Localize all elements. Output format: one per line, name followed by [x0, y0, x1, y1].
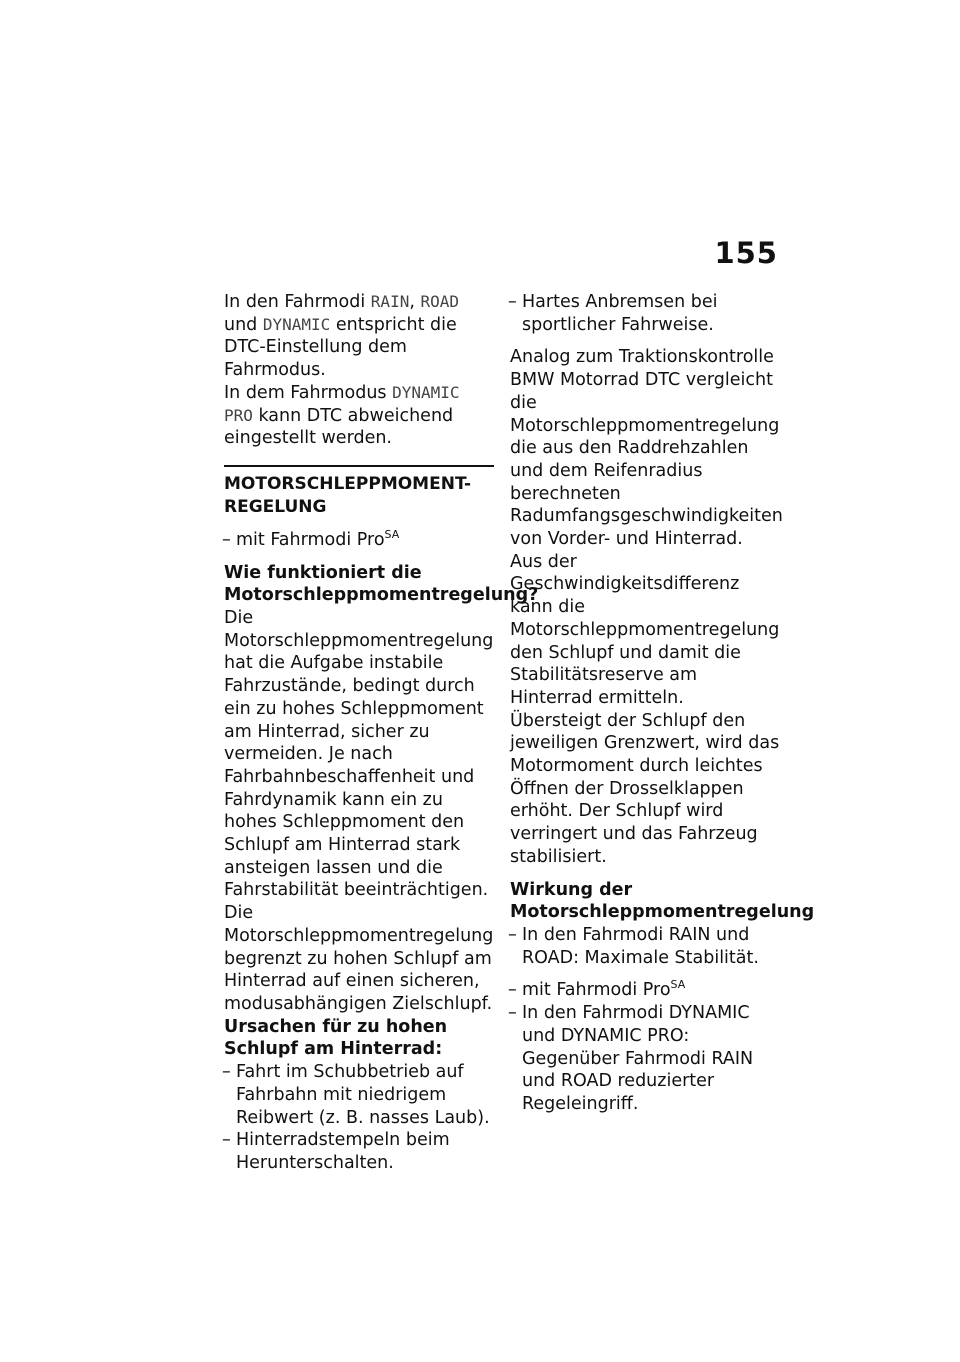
list-item-text: Fahrt im Schubbetrieb auf Fahrbahn mit niedrigem Reibwert (z. B. nasses Laub).	[236, 1062, 490, 1128]
option-text: mit Fahrmodi Pro	[236, 529, 385, 550]
right-column	[508, 291, 815, 1116]
list-marker: –	[222, 1062, 231, 1083]
list-item	[224, 1129, 494, 1174]
list-marker: –	[508, 924, 517, 945]
mode-road: ROAD	[420, 292, 459, 311]
list-item	[510, 924, 780, 969]
intro-text: entspricht die DTC-Einstellung dem Fahrmodus.	[224, 314, 457, 381]
option-item	[510, 979, 780, 1002]
list-item-text: In den Fahrmodi DYNAMIC und DYNAMIC PRO: Gegenüber Fahrmodi RAIN und ROAD reduzierter Regeleingriff.	[522, 1003, 754, 1114]
list-marker: –	[508, 980, 517, 1001]
list-item-text: Hinterradstempeln beim Herunterschalten.	[236, 1130, 450, 1173]
list-marker: –	[222, 529, 231, 550]
mode-rain: RAIN	[370, 292, 410, 311]
question-heading: Wie funktioniert die Motorschleppmomentregelung?	[224, 562, 539, 606]
option-text: mit Fahrmodi Pro	[522, 980, 671, 1001]
section-title: MOTORSCHLEPPMOMENT-REGELUNG	[224, 473, 472, 517]
list-item	[510, 291, 780, 336]
mode-dynamic-pro: DYNAMIC PRO	[224, 382, 460, 425]
list-item	[510, 1002, 780, 1116]
question-body: Die Motorschleppmomentregelung hat die Aufgabe instabile Fahrzustände, bedingt durch ein zu hohes Schleppmoment am Hinterrad, sicher zu vermeiden. Je nach Fahrbahnbeschaffenheit und Fahrdynamik kann ein zu hohes Schleppmoment den Schlupf am Hinterrad stark ansteigen lassen und die Fahrstabilität beeinträchtigen. Die Motorschleppmomentregelung begrenzt zu hohen Schlupf am Hinterrad auf einen sicheren, modusabhängigen Zielschlupf.	[224, 608, 494, 1014]
option-item	[224, 529, 494, 552]
list-marker: –	[508, 292, 517, 312]
dynamic-pro-paragraph	[224, 382, 494, 450]
intro-text: In dem Fahrmodus	[224, 382, 393, 403]
option-superscript: SA	[670, 978, 686, 992]
option-superscript: SA	[384, 527, 400, 541]
comma: ,	[409, 292, 421, 312]
list-marker: –	[222, 1130, 231, 1151]
intro-text: In den Fahrmodi	[224, 292, 371, 312]
analog-paragraph: Analog zum Traktionskontrolle BMW Motorrad DTC vergleicht die Motorschleppmomentregelung die aus den Raddrehzahlen und dem Reifenradius berechneten Radumfangsgeschwindigkeiten von Vorder- und Hinterrad. Aus der Geschwindigkeitsdifferenz kann die Motorschleppmomentregelung den Schlupf und damit die Stabilitätsreserve am Hinterrad ermitteln.	[510, 347, 783, 708]
exceed-paragraph: Übersteigt der Schlupf den jeweiligen Grenzwert, wird das Motormoment durch leichtes Öffnen der Drosselklappen erhöht. Der Schlupf wird verringert und das Fahrzeug stabilisiert.	[510, 710, 780, 867]
intro-text: und	[224, 314, 263, 335]
list-item-text: In den Fahrmodi RAIN und ROAD: Maximale Stabilität.	[522, 924, 759, 968]
effect-heading: Wirkung der Motorschleppmomentregelung	[510, 879, 815, 923]
section-divider	[224, 465, 494, 467]
left-column	[222, 291, 539, 1175]
intro-paragraph	[224, 291, 494, 382]
page-number: 155	[714, 236, 778, 270]
list-marker: –	[508, 1003, 517, 1024]
list-item	[224, 1061, 494, 1129]
mode-dynamic: DYNAMIC	[262, 314, 331, 334]
intro-text: kann DTC abweichend eingestellt werden.	[224, 405, 454, 449]
causes-heading: Ursachen für zu hohen Schlupf am Hinterrad:	[224, 1016, 448, 1060]
list-item-text: Hartes Anbremsen bei sportlicher Fahrweise.	[522, 292, 718, 335]
